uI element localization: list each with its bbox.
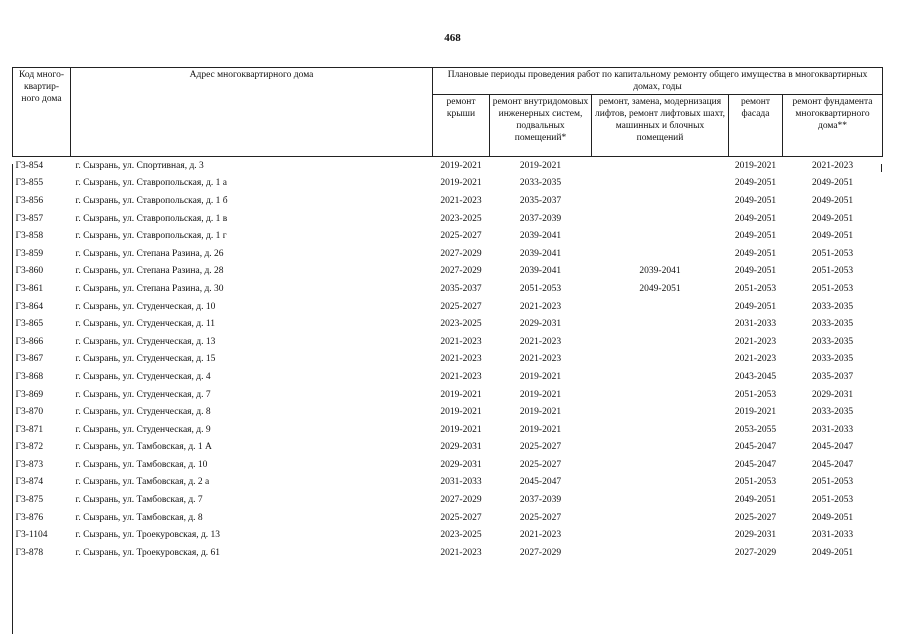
row-foundation: 2031-2033	[811, 424, 854, 435]
row-facade: 2045-2047	[734, 442, 777, 453]
row-facade: 2049-2051	[734, 301, 777, 312]
row-code: Г3-875	[15, 495, 44, 506]
row-facade: 2021-2023	[734, 354, 777, 365]
row-facade: 2049-2051	[734, 231, 777, 242]
row-address: г. Сызрань, ул. Студенческая, д. 8	[75, 407, 211, 418]
row-roof: 2021-2023	[440, 354, 482, 365]
row-foundation: 2049-2051	[811, 512, 854, 523]
row-lifts	[592, 474, 729, 492]
row-facade: 2053-2055	[734, 424, 777, 435]
row-address: г. Сызрань, ул. Студенческая, д. 9	[75, 424, 211, 435]
row-address: г. Сызрань, ул. Студенческая, д. 10	[75, 301, 216, 312]
row-address: г. Сызрань, ул. Троекуровская, д. 61	[75, 547, 221, 558]
row-foundation: 2021-2023	[811, 160, 854, 171]
row-foundation: 2051-2053	[811, 283, 854, 294]
row-internal-systems: 2029-2031	[519, 319, 562, 330]
table-row	[13, 368, 883, 386]
row-foundation: 2045-2047	[811, 442, 854, 453]
row-address: г. Сызрань, ул. Студенческая, д. 15	[75, 354, 216, 365]
row-code: Г3-858	[15, 231, 44, 242]
row-code: Г3-855	[15, 178, 44, 189]
row-facade: 2049-2051	[734, 248, 777, 259]
table-row	[13, 175, 883, 193]
row-internal-systems: 2021-2023	[519, 354, 562, 365]
row-lifts	[592, 386, 729, 404]
row-code: Г3-859	[15, 248, 44, 259]
row-lifts	[592, 368, 729, 386]
row-foundation: 2045-2047	[811, 459, 854, 470]
row-address: г. Сызрань, ул. Степана Разина, д. 26	[75, 248, 224, 259]
row-lifts	[592, 456, 729, 474]
row-internal-systems: 2051-2053	[519, 283, 562, 294]
right-border-tick	[881, 164, 882, 172]
row-code: Г3-876	[15, 512, 44, 523]
row-lifts	[592, 333, 729, 351]
row-address: г. Сызрань, ул. Ставропольская, д. 1 в	[75, 213, 228, 224]
table-row	[13, 192, 883, 210]
row-facade: 2049-2051	[734, 266, 777, 277]
row-foundation: 2033-2035	[811, 319, 854, 330]
table-row	[13, 526, 883, 544]
row-roof: 2035-2037	[440, 283, 482, 294]
header-code: Код много-квартир-ного дома	[13, 68, 71, 157]
row-foundation: 2051-2053	[811, 248, 854, 259]
header-foundation: ремонт фундамента многоквартирного дома**	[783, 95, 883, 157]
row-code: Г3-870	[15, 407, 44, 418]
row-address: г. Сызрань, ул. Тамбовская, д. 7	[75, 495, 203, 506]
row-code: Г3-861	[15, 283, 44, 294]
row-roof: 2023-2025	[440, 213, 482, 224]
row-roof: 2023-2025	[440, 319, 482, 330]
row-lifts	[592, 192, 729, 210]
row-address: г. Сызрань, ул. Степана Разина, д. 30	[75, 283, 224, 294]
row-lifts	[592, 351, 729, 369]
row-facade: 2031-2033	[734, 319, 777, 330]
row-facade: 2049-2051	[734, 495, 777, 506]
row-facade: 2049-2051	[734, 195, 777, 206]
table-row	[13, 315, 883, 333]
row-internal-systems: 2021-2023	[519, 336, 562, 347]
table-row	[13, 263, 883, 281]
row-foundation: 2049-2051	[811, 547, 854, 558]
row-lifts	[592, 491, 729, 509]
row-lifts	[592, 544, 729, 562]
row-code: Г3-869	[15, 389, 44, 400]
row-lifts	[592, 526, 729, 544]
row-address: г. Сызрань, ул. Ставропольская, д. 1 г	[75, 231, 227, 242]
row-facade: 2045-2047	[734, 459, 777, 470]
row-address: г. Сызрань, ул. Степана Разина, д. 28	[75, 266, 224, 277]
header-lifts: ремонт, замена, модернизация лифтов, ремонт лифтовых шахт, машинных и блочных помещений	[592, 95, 729, 157]
table-row	[13, 544, 883, 562]
row-code: Г3-867	[15, 354, 44, 365]
row-code: Г3-857	[15, 213, 44, 224]
row-facade: 2051-2053	[734, 389, 777, 400]
table-body	[13, 157, 883, 562]
table-row	[13, 351, 883, 369]
row-roof: 2029-2031	[440, 459, 482, 470]
row-lifts	[592, 509, 729, 527]
row-foundation: 2049-2051	[811, 195, 854, 206]
header-periods: Плановые периоды проведения работ по капитальному ремонту общего имущества в многоквартирных домах, годы	[433, 68, 883, 95]
row-lifts	[592, 227, 729, 245]
row-foundation: 2051-2053	[811, 266, 854, 277]
row-roof: 2025-2027	[440, 231, 482, 242]
table-row	[13, 509, 883, 527]
row-internal-systems: 2027-2029	[519, 547, 562, 558]
table-row	[13, 456, 883, 474]
row-code: Г3-873	[15, 459, 44, 470]
row-address: г. Сызрань, ул. Ставропольская, д. 1 б	[75, 195, 228, 206]
table-row	[13, 403, 883, 421]
table-header	[13, 68, 883, 157]
row-facade: 2019-2021	[734, 407, 777, 418]
row-internal-systems: 2021-2023	[519, 530, 562, 541]
row-facade: 2019-2021	[734, 160, 777, 171]
row-internal-systems: 2019-2021	[519, 407, 562, 418]
row-internal-systems: 2035-2037	[519, 195, 562, 206]
table-row	[13, 210, 883, 228]
row-roof: 2019-2021	[440, 389, 482, 400]
row-address: г. Сызрань, ул. Троекуровская, д. 13	[75, 530, 221, 541]
row-internal-systems: 2019-2021	[519, 424, 562, 435]
row-address: г. Сызрань, ул. Студенческая, д. 11	[75, 319, 216, 330]
row-foundation: 2049-2051	[811, 213, 854, 224]
row-roof: 2025-2027	[440, 301, 482, 312]
row-lifts	[592, 315, 729, 333]
row-internal-systems: 2021-2023	[519, 301, 562, 312]
row-address: г. Сызрань, ул. Студенческая, д. 7	[75, 389, 211, 400]
row-foundation: 2031-2033	[811, 530, 854, 541]
row-address: г. Сызрань, ул. Студенческая, д. 13	[75, 336, 216, 347]
row-internal-systems: 2019-2021	[519, 371, 562, 382]
row-internal-systems: 2019-2021	[519, 389, 562, 400]
row-code: Г3-871	[15, 424, 44, 435]
row-foundation: 2051-2053	[811, 495, 854, 506]
row-code: Г3-860	[15, 266, 44, 277]
row-lifts	[592, 157, 729, 175]
row-lifts	[592, 439, 729, 457]
row-roof: 2031-2033	[440, 477, 482, 488]
row-internal-systems: 2037-2039	[519, 495, 562, 506]
row-foundation: 2051-2053	[811, 477, 854, 488]
row-roof: 2021-2023	[440, 195, 482, 206]
row-foundation: 2033-2035	[811, 407, 854, 418]
row-code: Г3-874	[15, 477, 44, 488]
row-code: Г3-854	[15, 160, 44, 171]
row-roof: 2021-2023	[440, 371, 482, 382]
header-address: Адрес многоквартирного дома	[71, 68, 433, 157]
row-roof: 2027-2029	[440, 495, 482, 506]
table-row	[13, 491, 883, 509]
page-number: 468	[444, 32, 461, 44]
row-internal-systems: 2045-2047	[519, 477, 562, 488]
table-row	[13, 298, 883, 316]
row-lifts: 2049-2051	[639, 283, 681, 294]
row-foundation: 2033-2035	[811, 336, 854, 347]
row-internal-systems: 2025-2027	[519, 442, 562, 453]
row-facade: 2029-2031	[734, 530, 777, 541]
row-foundation: 2035-2037	[811, 371, 854, 382]
row-lifts	[592, 298, 729, 316]
row-foundation: 2033-2035	[811, 354, 854, 365]
table-row	[13, 439, 883, 457]
row-roof: 2019-2021	[440, 424, 482, 435]
row-code: Г3-856	[15, 195, 44, 206]
row-code: Г3-1104	[15, 530, 48, 541]
header-facade: ремонт фасада	[729, 95, 783, 157]
row-address: г. Сызрань, ул. Спортивная, д. 3	[75, 160, 204, 171]
row-code: Г3-872	[15, 442, 44, 453]
row-internal-systems: 2037-2039	[519, 213, 562, 224]
row-roof: 2027-2029	[440, 266, 482, 277]
row-internal-systems: 2025-2027	[519, 459, 562, 470]
row-lifts	[592, 210, 729, 228]
row-facade: 2049-2051	[734, 213, 777, 224]
table-row	[13, 333, 883, 351]
row-address: г. Сызрань, ул. Тамбовская, д. 2 а	[75, 477, 210, 488]
row-foundation: 2029-2031	[811, 389, 854, 400]
row-foundation: 2049-2051	[811, 178, 854, 189]
row-code: Г3-878	[15, 547, 44, 558]
table-row	[13, 157, 883, 175]
row-foundation: 2049-2051	[811, 231, 854, 242]
row-roof: 2019-2021	[440, 160, 482, 171]
row-roof: 2023-2025	[440, 530, 482, 541]
row-facade: 2025-2027	[734, 512, 777, 523]
row-facade: 2051-2053	[734, 477, 777, 488]
row-roof: 2029-2031	[440, 442, 482, 453]
row-code: Г3-864	[15, 301, 44, 312]
row-facade: 2021-2023	[734, 336, 777, 347]
row-roof: 2025-2027	[440, 512, 482, 523]
row-address: г. Сызрань, ул. Студенческая, д. 4	[75, 371, 211, 382]
table-row	[13, 474, 883, 492]
row-code: Г3-865	[15, 319, 44, 330]
row-lifts	[592, 403, 729, 421]
table-row	[13, 227, 883, 245]
row-roof: 2019-2021	[440, 178, 482, 189]
repair-schedule-table	[12, 67, 883, 562]
row-roof: 2027-2029	[440, 248, 482, 259]
row-code: Г3-866	[15, 336, 44, 347]
row-address: г. Сызрань, ул. Ставропольская, д. 1 а	[75, 178, 227, 189]
header-internal-systems: ремонт внутридомовых инженерных систем, подвальных помещений*	[490, 95, 592, 157]
row-address: г. Сызрань, ул. Тамбовская, д. 10	[75, 459, 208, 470]
table-row	[13, 280, 883, 298]
row-lifts: 2039-2041	[639, 266, 681, 277]
row-roof: 2021-2023	[440, 547, 482, 558]
row-facade: 2051-2053	[734, 283, 777, 294]
row-facade: 2043-2045	[734, 371, 777, 382]
row-internal-systems: 2039-2041	[519, 248, 562, 259]
row-lifts	[592, 421, 729, 439]
row-lifts	[592, 175, 729, 193]
row-code: Г3-868	[15, 371, 44, 382]
table-row	[13, 421, 883, 439]
row-internal-systems: 2019-2021	[519, 160, 562, 171]
left-border-line	[12, 164, 13, 634]
row-internal-systems: 2033-2035	[519, 178, 562, 189]
row-lifts	[592, 245, 729, 263]
row-internal-systems: 2039-2041	[519, 231, 562, 242]
row-roof: 2021-2023	[440, 336, 482, 347]
row-facade: 2049-2051	[734, 178, 777, 189]
row-address: г. Сызрань, ул. Тамбовская, д. 1 А	[75, 442, 212, 453]
row-foundation: 2033-2035	[811, 301, 854, 312]
row-internal-systems: 2039-2041	[519, 266, 562, 277]
header-roof: ремонт крыши	[433, 95, 490, 157]
table-row	[13, 245, 883, 263]
row-address: г. Сызрань, ул. Тамбовская, д. 8	[75, 512, 203, 523]
table-row	[13, 386, 883, 404]
row-facade: 2027-2029	[734, 547, 777, 558]
row-roof: 2019-2021	[440, 407, 482, 418]
row-internal-systems: 2025-2027	[519, 512, 562, 523]
